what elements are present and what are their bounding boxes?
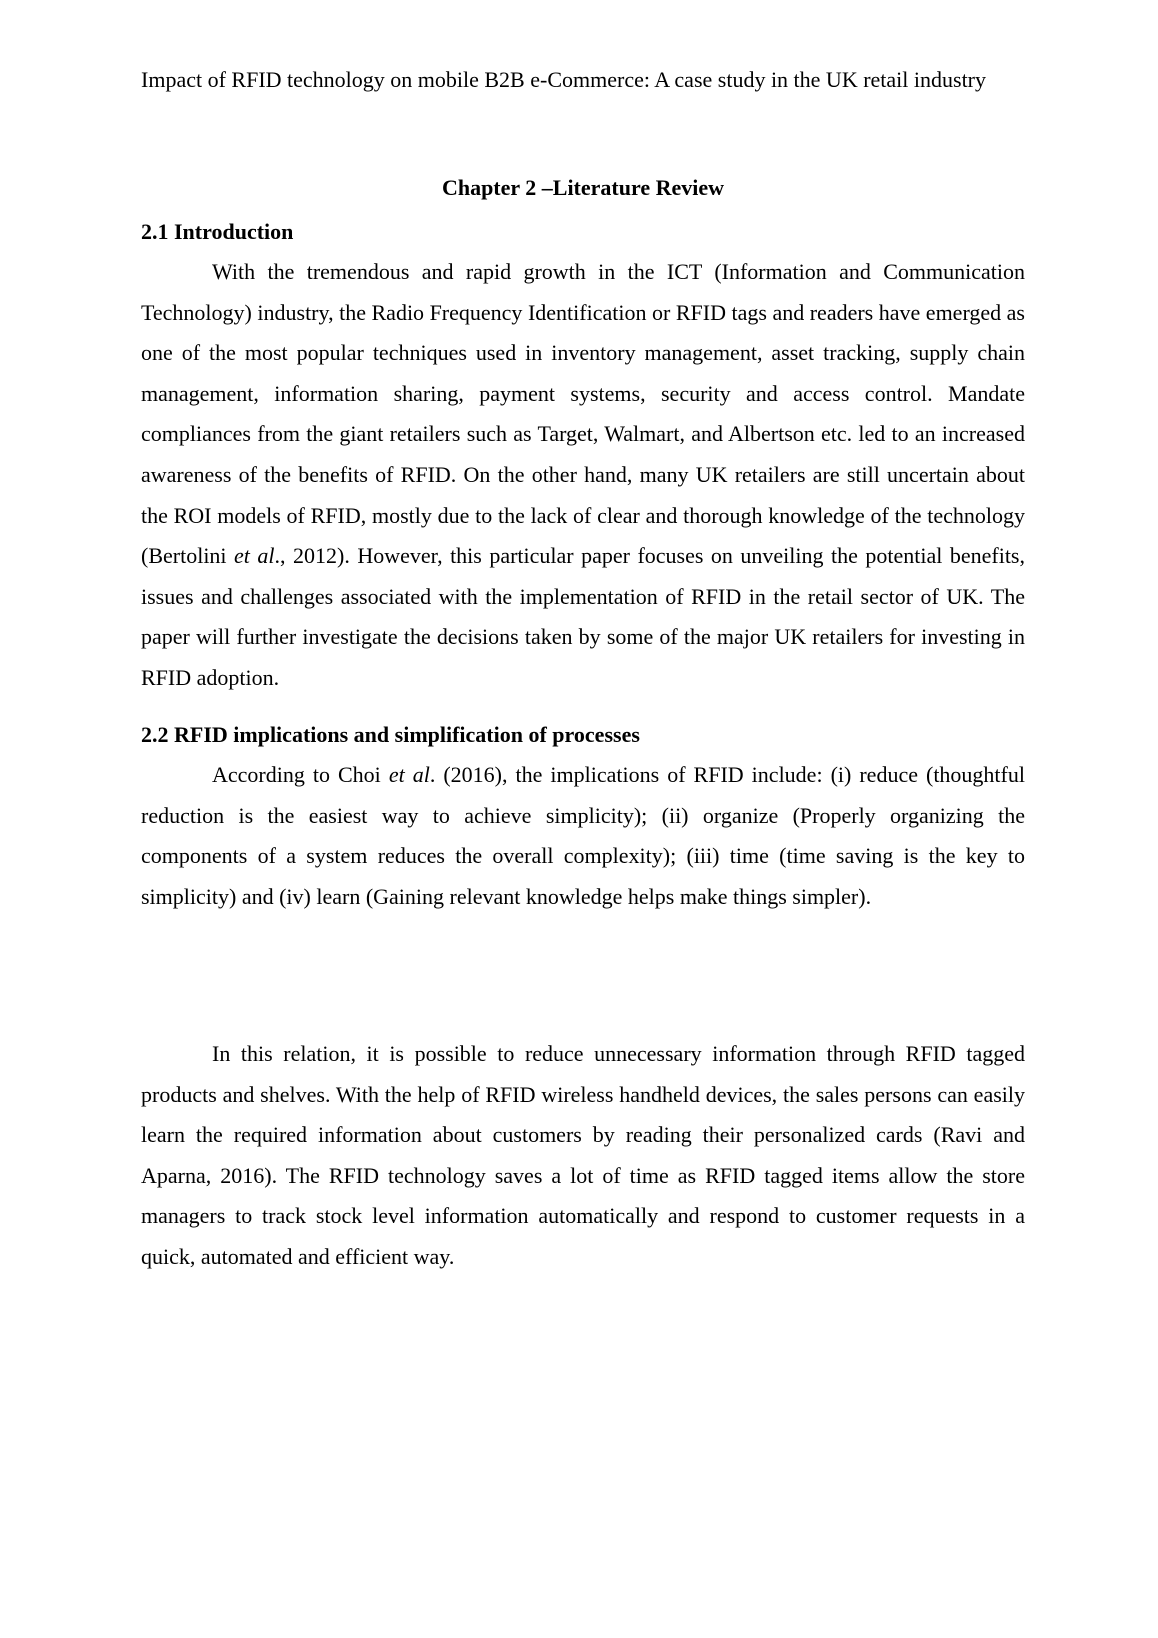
section-heading-rfid-implications: 2.2 RFID implications and simplification of processes xyxy=(141,722,640,747)
paragraph-text: According to Choi xyxy=(212,762,389,787)
running-title-block xyxy=(141,66,1025,94)
paragraph-text: . (2016), the implications of RFID include: (i) reduce (thoughtful reduction is the easiest way to achieve simplicity); (ii) organize (Properly organizing the components of a system reduces the overall complexity); (iii) time (time saving is the key to simplicity) and (iv) learn (Gaining relevant knowledge helps make things simpler). xyxy=(141,762,1025,909)
paragraph-introduction xyxy=(141,252,1025,699)
italic-citation: et al xyxy=(388,762,430,787)
italic-citation: et al xyxy=(234,543,275,569)
paragraph-implications xyxy=(141,755,1025,917)
paragraph-text: With the tremendous and rapid growth in the ICT (Information and Communication Technology) industry, the Radio Frequency Identification or RFID tags and readers have emerged as one of the most popular techniques used in inventory management, asset tracking, supply chain management, information sharing, payment systems, security and access control. Mandate compliances from the giant retailers such as Target, Walmart, and Albertson etc. led to an increased awareness of the benefits of RFID. On the other hand, many UK retailers are still uncertain about the ROI models of RFID, mostly due to the lack of clear and thorough knowledge of the technology (Bertolini xyxy=(141,259,1025,569)
running-title: Impact of RFID technology on mobile B2B e-Commerce: A case study in the UK retail industry xyxy=(141,67,987,92)
chapter-title-text: Chapter 2 –Literature Review xyxy=(441,175,725,200)
section-heading-introduction: 2.1 Introduction xyxy=(141,219,294,244)
chapter-title xyxy=(141,174,1025,202)
paragraph-text: ., 2012). However, this particular paper focuses on unveiling the potential benefits, issues and challenges associated with the implementation of RFID in the retail sector of UK. The paper will further investigate the decisions taken by some of the major UK retailers for investing in RFID adoption. xyxy=(141,543,1025,690)
paragraph-relation: In this relation, it is possible to reduce unnecessary information through RFID tagged products and shelves. With the help of RFID wireless handheld devices, the sales persons can easily learn the required information about customers by reading their personalized cards (Ravi and Aparna, 2016). The RFID technology saves a lot of time as RFID tagged items allow the store managers to track stock level information automatically and respond to customer requests in a quick, automated and efficient way. xyxy=(141,1041,1025,1269)
